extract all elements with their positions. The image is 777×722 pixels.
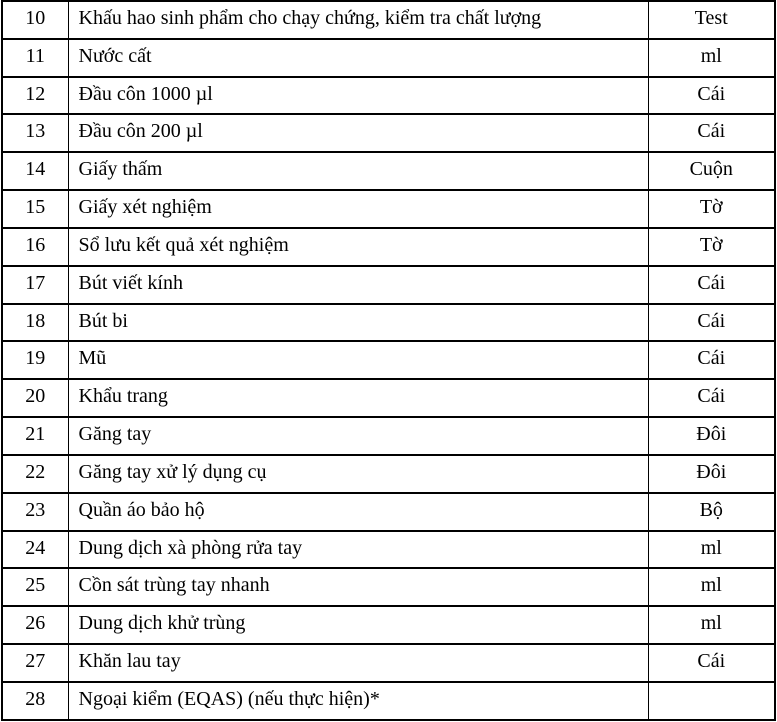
table-row (2, 493, 775, 531)
item-name-cell: Cồn sát trùng tay nhanh (68, 568, 648, 606)
table-row (2, 304, 775, 342)
table-row (2, 1, 775, 39)
table-row (2, 644, 775, 682)
item-name-cell: Mũ (68, 341, 648, 379)
unit-cell: Tờ (648, 190, 775, 228)
unit-cell: ml (648, 531, 775, 569)
table-row (2, 39, 775, 77)
row-number-cell: 26 (2, 606, 68, 644)
unit-cell: Cái (648, 644, 775, 682)
table-row (2, 568, 775, 606)
unit-cell: ml (648, 606, 775, 644)
row-number-cell: 15 (2, 190, 68, 228)
item-name-cell: Giấy xét nghiệm (68, 190, 648, 228)
row-number-cell: 25 (2, 568, 68, 606)
supplies-table (1, 0, 776, 721)
row-number-cell: 18 (2, 304, 68, 342)
item-name-cell: Đầu côn 1000 µl (68, 77, 648, 115)
row-number-cell: 11 (2, 39, 68, 77)
item-name-cell: Găng tay (68, 417, 648, 455)
unit-cell: Đôi (648, 455, 775, 493)
item-name-cell: Ngoại kiểm (EQAS) (nếu thực hiện)* (68, 682, 648, 720)
table-row (2, 152, 775, 190)
row-number-cell: 17 (2, 266, 68, 304)
item-name-cell: Khăn lau tay (68, 644, 648, 682)
item-name-cell: Bút bi (68, 304, 648, 342)
unit-cell: Bộ (648, 493, 775, 531)
table-row (2, 114, 775, 152)
row-number-cell: 23 (2, 493, 68, 531)
item-name-cell: Khấu hao sinh phẩm cho chạy chứng, kiểm tra chất lượng (68, 1, 648, 39)
item-name-cell: Đầu côn 200 µl (68, 114, 648, 152)
unit-cell: Cuộn (648, 152, 775, 190)
unit-cell: Cái (648, 77, 775, 115)
table-row (2, 228, 775, 266)
row-number-cell: 22 (2, 455, 68, 493)
table-row (2, 341, 775, 379)
unit-cell: Cái (648, 304, 775, 342)
unit-cell: Tờ (648, 228, 775, 266)
item-name-cell: Nước cất (68, 39, 648, 77)
table-row (2, 266, 775, 304)
unit-cell: Cái (648, 114, 775, 152)
unit-cell: Test (648, 1, 775, 39)
unit-cell: Cái (648, 266, 775, 304)
unit-cell (648, 682, 775, 720)
row-number-cell: 21 (2, 417, 68, 455)
row-number-cell: 28 (2, 682, 68, 720)
table-row (2, 531, 775, 569)
table-row (2, 606, 775, 644)
unit-cell: ml (648, 568, 775, 606)
item-name-cell: Sổ lưu kết quả xét nghiệm (68, 228, 648, 266)
row-number-cell: 14 (2, 152, 68, 190)
table-row (2, 417, 775, 455)
row-number-cell: 24 (2, 531, 68, 569)
unit-cell: Đôi (648, 417, 775, 455)
item-name-cell: Găng tay xử lý dụng cụ (68, 455, 648, 493)
item-name-cell: Khẩu trang (68, 379, 648, 417)
unit-cell: Cái (648, 379, 775, 417)
table-row (2, 190, 775, 228)
item-name-cell: Quần áo bảo hộ (68, 493, 648, 531)
table-row (2, 455, 775, 493)
row-number-cell: 10 (2, 1, 68, 39)
table-row (2, 379, 775, 417)
item-name-cell: Dung dịch xà phòng rửa tay (68, 531, 648, 569)
item-name-cell: Bút viết kính (68, 266, 648, 304)
table-row (2, 77, 775, 115)
unit-cell: ml (648, 39, 775, 77)
table-row (2, 682, 775, 720)
row-number-cell: 16 (2, 228, 68, 266)
row-number-cell: 19 (2, 341, 68, 379)
item-name-cell: Giấy thấm (68, 152, 648, 190)
item-name-cell: Dung dịch khử trùng (68, 606, 648, 644)
row-number-cell: 12 (2, 77, 68, 115)
unit-cell: Cái (648, 341, 775, 379)
row-number-cell: 13 (2, 114, 68, 152)
row-number-cell: 20 (2, 379, 68, 417)
row-number-cell: 27 (2, 644, 68, 682)
supplies-table-body (2, 1, 775, 720)
